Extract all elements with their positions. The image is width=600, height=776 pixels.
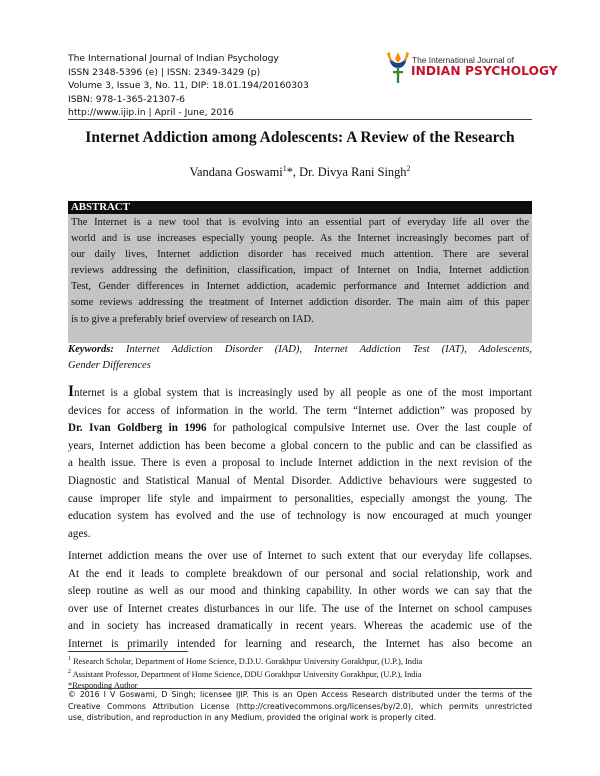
url-date-line[interactable]: http://www.ijip.in | April - June, 2016	[68, 107, 234, 119]
journal-name: The International Journal of Indian Psychology	[68, 53, 279, 64]
author-1: Vandana Goswami	[189, 165, 283, 180]
logo-big-text: INDIAN PSYCHOLOGY	[411, 64, 558, 78]
para-line: a health issue. There is even a proposal to include Internet addiction in the next revision of the	[68, 457, 532, 470]
dropcap: I	[68, 383, 75, 400]
para-line: and in society has increased dramatically in recent years. Whereas the academic use of the	[68, 620, 532, 633]
journal-header-info	[68, 52, 309, 120]
isbn-line: ISBN: 978-1-365-21307-6	[68, 93, 185, 105]
license-line: use, distribution, and reproduction in any Medium, provided the original work is properly cited.	[68, 713, 437, 722]
para-line: Diagnostic and Statistical Manual of Mental Disorder. Addictive behaviours were suggested to	[68, 474, 532, 487]
author-2-affil: 2	[406, 164, 411, 173]
para-line: ages.	[68, 527, 91, 540]
logo-small-text: The International Journal of	[412, 55, 514, 65]
volume-line: Volume 3, Issue 3, No. 11, DIP: 18.01.194/20160303	[68, 80, 309, 92]
corresponding-mark: *	[286, 165, 293, 180]
header-rule	[68, 119, 532, 120]
abstract-line: our daily lives, Internet addiction disorder has received much attention. There are several	[71, 249, 529, 261]
keywords	[68, 342, 532, 373]
body-paragraph-2	[68, 548, 532, 654]
abstract-heading: ABSTRACT	[68, 201, 532, 214]
cited-author: Dr. Ivan Goldberg in 1996	[68, 422, 207, 435]
footnote-marker: 2	[68, 669, 71, 676]
license-line: © 2016 I V Goswami, D Singh; licensee IJIP. This is an Open Access Research distributed under the terms of the	[68, 690, 532, 699]
para-line: for pathological compulsive Internet use. Over the last couple of	[206, 422, 533, 435]
license-block	[68, 689, 532, 724]
abstract-body	[68, 214, 532, 343]
abstract-line: Test, Gender differences in Internet addiction, academic performance and Internet addiction and	[71, 281, 529, 293]
abstract-line: some reviews addressing the treatment of Internet addiction disorder. The main aim of this paper	[71, 297, 529, 309]
license-line: Creative Commons Attribution License (http://creativecommons.org/licenses/by/2.0), which permits unrestricted	[68, 701, 532, 711]
abstract-line: reviews addressing the definition, classification, impact of Internet on India, Internet addiction	[71, 265, 529, 277]
abstract-line: world and is use increases especially young people. As the Internet increasingly becomes part of	[71, 233, 529, 245]
para-line: years, Internet addiction has been become a global concern to the public and can be classified as	[68, 439, 532, 452]
para-line: Internet is primarily intended for learning and research, the Internet has also become an	[68, 637, 532, 650]
footnote-1: Research Scholar, Department of Home Science, D.D.U. Gorakhpur University Gorakhpur, (U.P.), India	[71, 656, 423, 666]
para-line: sleep routine as well as our mood and thinking capability. In other words we can say that the	[68, 585, 532, 598]
author-1-affil: 1	[282, 164, 287, 173]
keywords-list: Internet Addiction Disorder (IAD), Internet Addiction Test (IAT), Adolescents,	[126, 344, 533, 355]
trishul-logo-icon	[386, 50, 410, 84]
para-line: cause improper life style and impairment to personalities, especially amongst the young. The	[68, 492, 532, 505]
para-line: Internet addiction means the over use of Internet to such extent that our everyday life collapses.	[68, 550, 532, 562]
abstract-line: is to give a preferably brief overview of research on IAD.	[71, 313, 314, 325]
footnote-marker: 1	[68, 656, 71, 662]
footnotes	[68, 654, 532, 691]
keywords-label: Keywords:	[68, 344, 114, 355]
para-line: devices for access of information in the world. The term “Internet addiction” was proposed by	[68, 404, 532, 417]
para-line: education system has evolved and the use of technology is now encouraged at much younger	[68, 510, 532, 523]
issn-line: ISSN 2348-5396 (e) | ISSN: 2349-3429 (p)	[68, 66, 261, 78]
journal-logo	[386, 50, 558, 86]
author-2: , Dr. Divya Rani Singh	[292, 165, 407, 180]
keywords-list-cont: Gender Differences	[68, 359, 151, 371]
footnote-2: Assistant Professor, Department of Home Science, DDU Gorakhpur University Gorakhpur, (U.P.), India	[71, 669, 422, 679]
para-line: nternet is a global system that is increasingly used by all people as one of the most important	[74, 387, 532, 399]
footnote-rule	[68, 651, 188, 652]
author-line	[68, 164, 532, 180]
paper-title: Internet Addiction among Adolescents: A Review of the Research	[85, 129, 515, 146]
abstract-line: The Internet is a new tool that is evolving into an essential part of everyday life all over the	[71, 217, 529, 228]
para-line: At the end it leads to complete breakdown of our personal and social relationship, work and	[68, 567, 532, 580]
para-line: over use of Internet creates disturbances in our life. The use of the Internet on school campuses	[68, 602, 532, 615]
body-paragraph-1	[68, 383, 532, 543]
footnote-3: *Responding Author	[68, 681, 138, 691]
